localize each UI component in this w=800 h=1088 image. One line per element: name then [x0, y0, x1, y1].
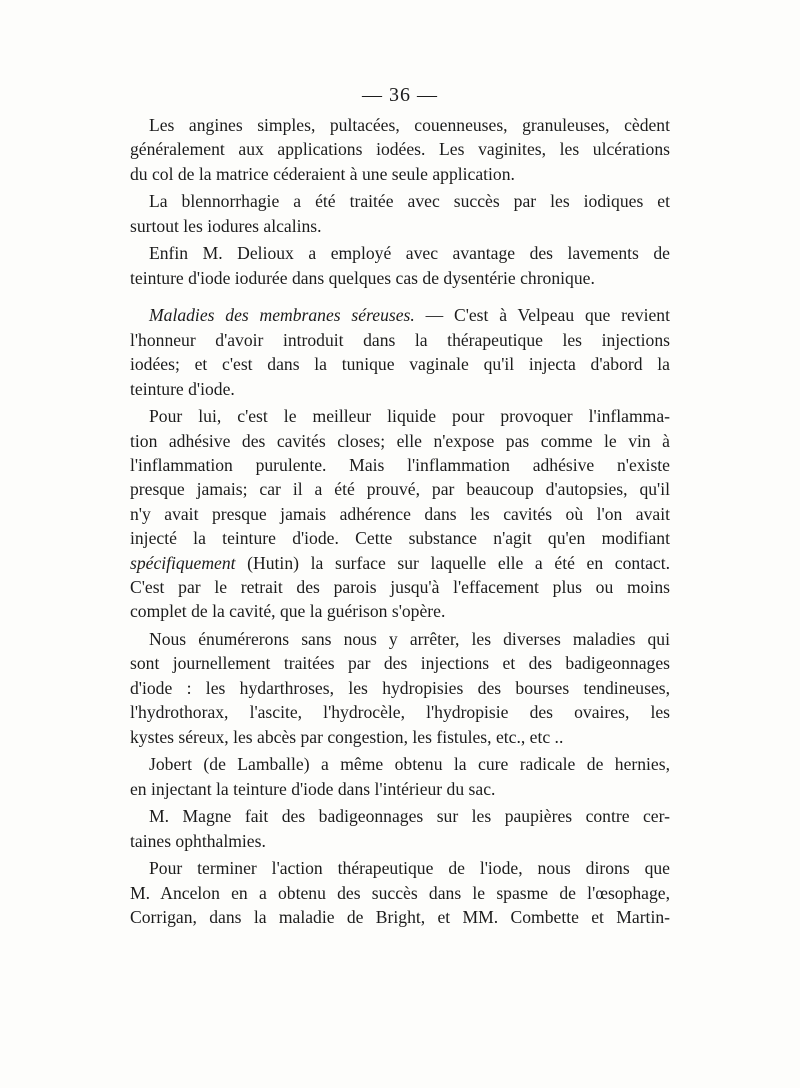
- paragraph-magne: [130, 804, 670, 853]
- paragraph-blennorrhagie: [130, 189, 670, 238]
- paragraph-membranes-sereuses: [130, 303, 670, 401]
- text-line: Nous énumérerons sans nous y arrêter, les diverses maladies qui: [149, 629, 670, 650]
- text-line: l'hydrothorax, l'ascite, l'hydrocèle, l'hydropisie des ovaires, les: [130, 702, 670, 723]
- text-line: n'y avait presque jamais adhérence dans les cavités où l'on avait: [130, 503, 670, 524]
- text-line: l'inflammation purulente. Mais l'inflammation adhésive n'existe: [130, 455, 670, 476]
- text-line: Jobert (de Lamballe) a même obtenu la cure radicale de hernies,: [149, 754, 670, 775]
- text-line: M. Magne fait des badigeonnages sur les paupières contre cer-: [149, 806, 670, 827]
- heading-continuation: — C'est à Velpeau que revient: [414, 305, 670, 326]
- text-line: taines ophthalmies.: [130, 830, 266, 851]
- text-line: La blennorrhagie a été traitée avec succès par les iodiques et: [149, 191, 670, 212]
- text-line: teinture d'iode.: [130, 378, 235, 399]
- section-heading: Maladies des membranes séreuses.: [149, 305, 415, 326]
- text-line: du col de la matrice céderaient à une seule application.: [130, 163, 515, 184]
- text-line: Pour terminer l'action thérapeutique de l'iode, nous dirons que: [149, 858, 670, 879]
- paragraph-pour-lui: [130, 404, 670, 624]
- text-continuation: (Hutin) la surface sur laquelle elle a été en contact.: [235, 552, 670, 573]
- text-line: iodées; et c'est dans la tunique vaginale qu'il injecta d'abord la: [130, 354, 670, 375]
- text-line: sont journellement traitées par des injections et des badigeonnages: [130, 653, 670, 674]
- section-gap: [130, 293, 670, 303]
- text-line: kystes séreux, les abcès par congestion, les fistules, etc., etc ..: [130, 726, 564, 747]
- paragraph-angines: [130, 113, 670, 186]
- text-line: M. Ancelon en a obtenu des succès dans le spasme de l'œsophage,: [130, 882, 670, 903]
- text-line: complet de la cavité, que la guérison s'opère.: [130, 601, 446, 622]
- text-line: C'est par le retrait des parois jusqu'à l'effacement plus ou moins: [130, 577, 670, 598]
- text-line: tion adhésive des cavités closes; elle n'expose pas comme le vin à: [130, 430, 670, 451]
- paragraph-enumerations: [130, 627, 670, 749]
- text-line: presque jamais; car il a été prouvé, par beaucoup d'autopsies, qu'il: [130, 479, 670, 500]
- text-line: Corrigan, dans la maladie de Bright, et MM. Combette et Martin-: [130, 907, 670, 928]
- paragraph-pour-terminer: [130, 856, 670, 929]
- text-line: en injectant la teinture d'iode dans l'intérieur du sac.: [130, 778, 496, 799]
- text-line: injecté la teinture d'iode. Cette substance n'agit qu'en modifiant: [130, 528, 670, 549]
- text-line: Les angines simples, pultacées, couenneuses, granuleuses, cèdent: [149, 115, 670, 135]
- text-line: Enfin M. Delioux a employé avec avantage des lavements de: [149, 243, 670, 264]
- text-line: Pour lui, c'est le meilleur liquide pour provoquer l'inflamma-: [149, 406, 670, 427]
- body-text: [130, 113, 670, 933]
- text-line: d'iode : les hydarthroses, les hydropisies des bourses tendineuses,: [130, 677, 670, 698]
- page-number: — 36 —: [362, 84, 438, 106]
- text-line: teinture d'iode iodurée dans quelques cas de dysentérie chronique.: [130, 267, 595, 288]
- text-line: généralement aux applications iodées. Les vaginites, les ulcérations: [130, 139, 670, 160]
- paragraph-delioux: [130, 241, 670, 290]
- text-line: l'honneur d'avoir introduit dans la thérapeutique les injections: [130, 329, 670, 350]
- text-line: surtout les iodures alcalins.: [130, 215, 322, 236]
- italic-term: spécifiquement: [130, 552, 236, 573]
- text-line: [130, 551, 670, 575]
- text-line: [130, 303, 670, 327]
- paragraph-jobert: [130, 752, 670, 801]
